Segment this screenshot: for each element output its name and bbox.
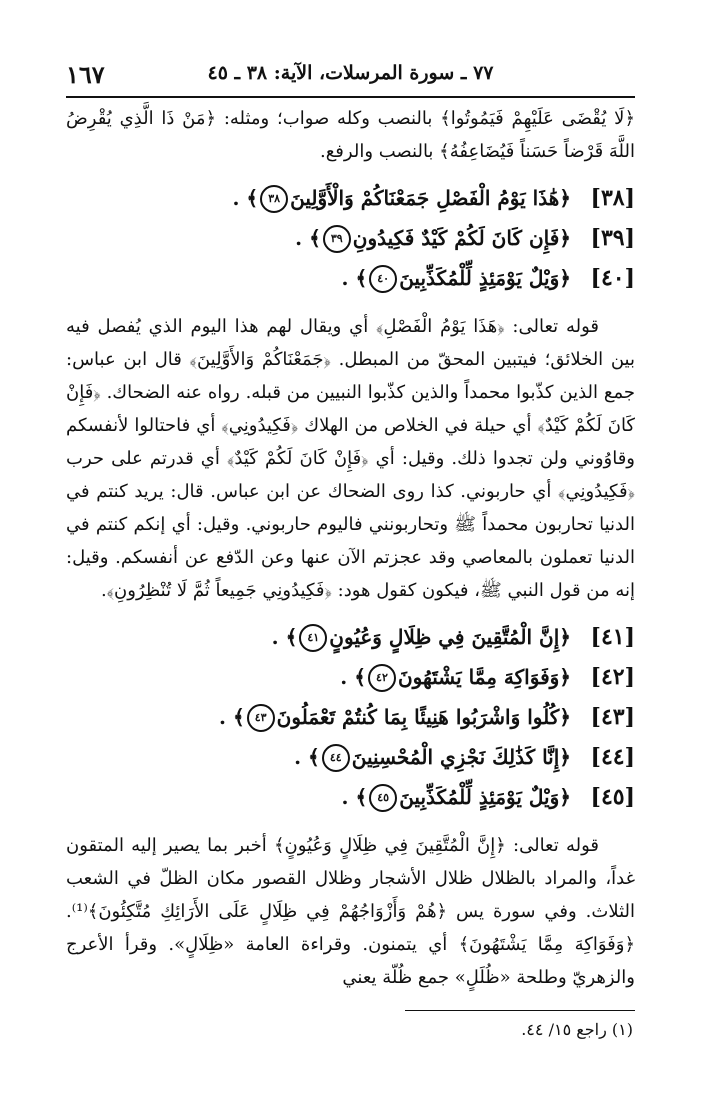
verse-row: [66, 178, 635, 218]
verse-text: ﴿وَيْلٌ يَوْمَئِذٍ لِّلْمُكَذِّبِينَ٤٥﴾ .: [342, 781, 571, 814]
verse-text: ﴿فَإِن كَانَ لَكُمْ كَيْدٌ فَكِيدُونِ٣٩﴾ .: [295, 222, 571, 255]
page-content: [66, 102, 635, 994]
verse-row: [66, 777, 635, 817]
verse-row: [66, 617, 635, 657]
verse-row: [66, 258, 635, 298]
verse-row: [66, 697, 635, 737]
ayah-end-icon: ٤٠: [369, 265, 397, 293]
footnote-divider: [405, 1010, 635, 1011]
paragraph-bottom: قوله تعالى: ﴿إِنَّ الْمُتَّقِينَ فِي ظِلَالٍ وَعُيُونٍ﴾ أخبر بما يصير إليه المتقون غداً، والمراد بالظلال ظلال الأشجار وظلال القصور مكان الظلّ في الشعب الثلاث. وفي سورة يس ﴿هُمْ وَأَزْوَاجُهُمْ فِي ظِلَالٍ عَلَى الأَرَائِكِ مُتَّكِئُونَ﴾⁽¹⁾. ﴿وَفَوَاكِهَ مِمَّا يَشْتَهُونَ﴾ أي يتمنون. وقراءة العامة «ظِلَالٍ». وقرأ الأعرج والزهريّ وطلحة «ظُلَلٍ» جمع ظُلّة يعني: [66, 835, 635, 988]
ayah-end-icon: ٤١: [299, 624, 327, 652]
verse-text: ﴿وَفَوَاكِهَ مِمَّا يَشْتَهُونَ٤٢﴾ .: [340, 661, 571, 694]
verse-block-b: [66, 617, 635, 817]
verse-text: ﴿إِنَّ الْمُتَّقِينَ فِي ظِلَالٍ وَعُيُونٍ٤١﴾ .: [272, 621, 571, 654]
verse-number: [٤٠]: [590, 264, 635, 291]
verse-row: [66, 218, 635, 258]
verse-number: [٤١]: [590, 623, 635, 650]
verse-row: [66, 657, 635, 697]
verse-number: [٤٥]: [590, 783, 635, 810]
ayah-end-icon: ٣٩: [323, 225, 351, 253]
verse-text: ﴿إِنَّا كَذَٰلِكَ نَجْزِي الْمُحْسِنِينَ٤٤﴾ .: [294, 741, 571, 774]
page-number: ١٦٧: [66, 60, 105, 89]
ayah-end-icon: ٣٨: [260, 185, 288, 213]
verse-number: [٤٢]: [590, 663, 635, 690]
verse-text: ﴿وَيْلٌ يَوْمَئِذٍ لِّلْمُكَذِّبِينَ٤٠﴾ .: [342, 262, 571, 295]
ayah-end-icon: ٤٢: [368, 664, 396, 692]
ayah-end-icon: ٤٣: [247, 704, 275, 732]
ayah-end-icon: ٤٥: [369, 784, 397, 812]
verse-text: ﴿هَٰذَا يَوْمُ الْفَصْلِ جَمَعْنَاكُمْ وَالْأَوَّلِينَ٣٨﴾ .: [232, 182, 571, 215]
running-title: ٧٧ ـ سورة المرسلات، الآية: ٣٨ ـ ٤٥: [207, 62, 494, 84]
verse-row: [66, 737, 635, 777]
paragraph-middle: قوله تعالى: ﴿هَذَا يَوْمُ الْفَصْلِ﴾ أي ويقال لهم هذا اليوم الذي يُفصل فيه بين الخلائق؛ فيتبين المحقّ من المبطل. ﴿جَمَعْنَاكُمْ وَالأَوَّلِينَ﴾ قال ابن عباس: جمع الذين كذّبوا محمداً والذين كذّبوا النبيين من قبله. رواه عنه الضحاك. ﴿فَإِنْ كَانَ لَكُمْ كَيْدٌ﴾ أي حيلة في الخلاص من الهلاك ﴿فَكِيدُونِي﴾ أي فاحتالوا لأنفسكم وقاوُوني ولن تجدوا ذلك. وقيل: أي ﴿فَإِنْ كَانَ لَكُمْ كَيْدٌ﴾ أي قدرتم على حرب ﴿فَكِيدُونِي﴾ أي حاربوني. كذا روى الضحاك عن ابن عباس. قال: يريد كنتم في الدنيا تحاربون محمداً ﷺ وتحاربونني فاليوم حاربوني. وقيل: أي إنكم كنتم في الدنيا تعملون بالمعاصي وقد عجزتم الآن عنها وعن الدّفع عن أنفسكم. وقيل: إنه من قول النبي ﷺ، فيكون كقول هود: ﴿فَكِيدُونِي جَمِيعاً ثُمَّ لَا تُنْظِرُونِ﴾.: [66, 316, 635, 601]
ayah-end-icon: ٤٤: [322, 744, 350, 772]
page-header: [66, 60, 635, 98]
paragraph-top: ﴿لَا يُقْضَى عَلَيْهِمْ فَيَمُوتُوا﴾ بالنصب وكله صواب؛ ومثله: ﴿مَنْ ذَا الَّذِي يُقْرِضُ اللَّهَ قَرْضاً حَسَناً فَيُضَاعِفُهُ﴾ بالنصب والرفع.: [66, 108, 635, 162]
footnote: (١) راجع ١٥/ ٤٤.: [521, 1020, 633, 1039]
verse-text: ﴿كُلُوا وَاشْرَبُوا هَنِيئًا بِمَا كُنتُمْ تَعْمَلُونَ٤٣﴾ .: [219, 701, 571, 734]
verse-number: [٤٤]: [590, 743, 635, 770]
verse-number: [٣٩]: [590, 224, 635, 251]
verse-block-a: [66, 178, 635, 298]
verse-number: [٣٨]: [590, 184, 635, 211]
verse-number: [٤٣]: [590, 703, 635, 730]
